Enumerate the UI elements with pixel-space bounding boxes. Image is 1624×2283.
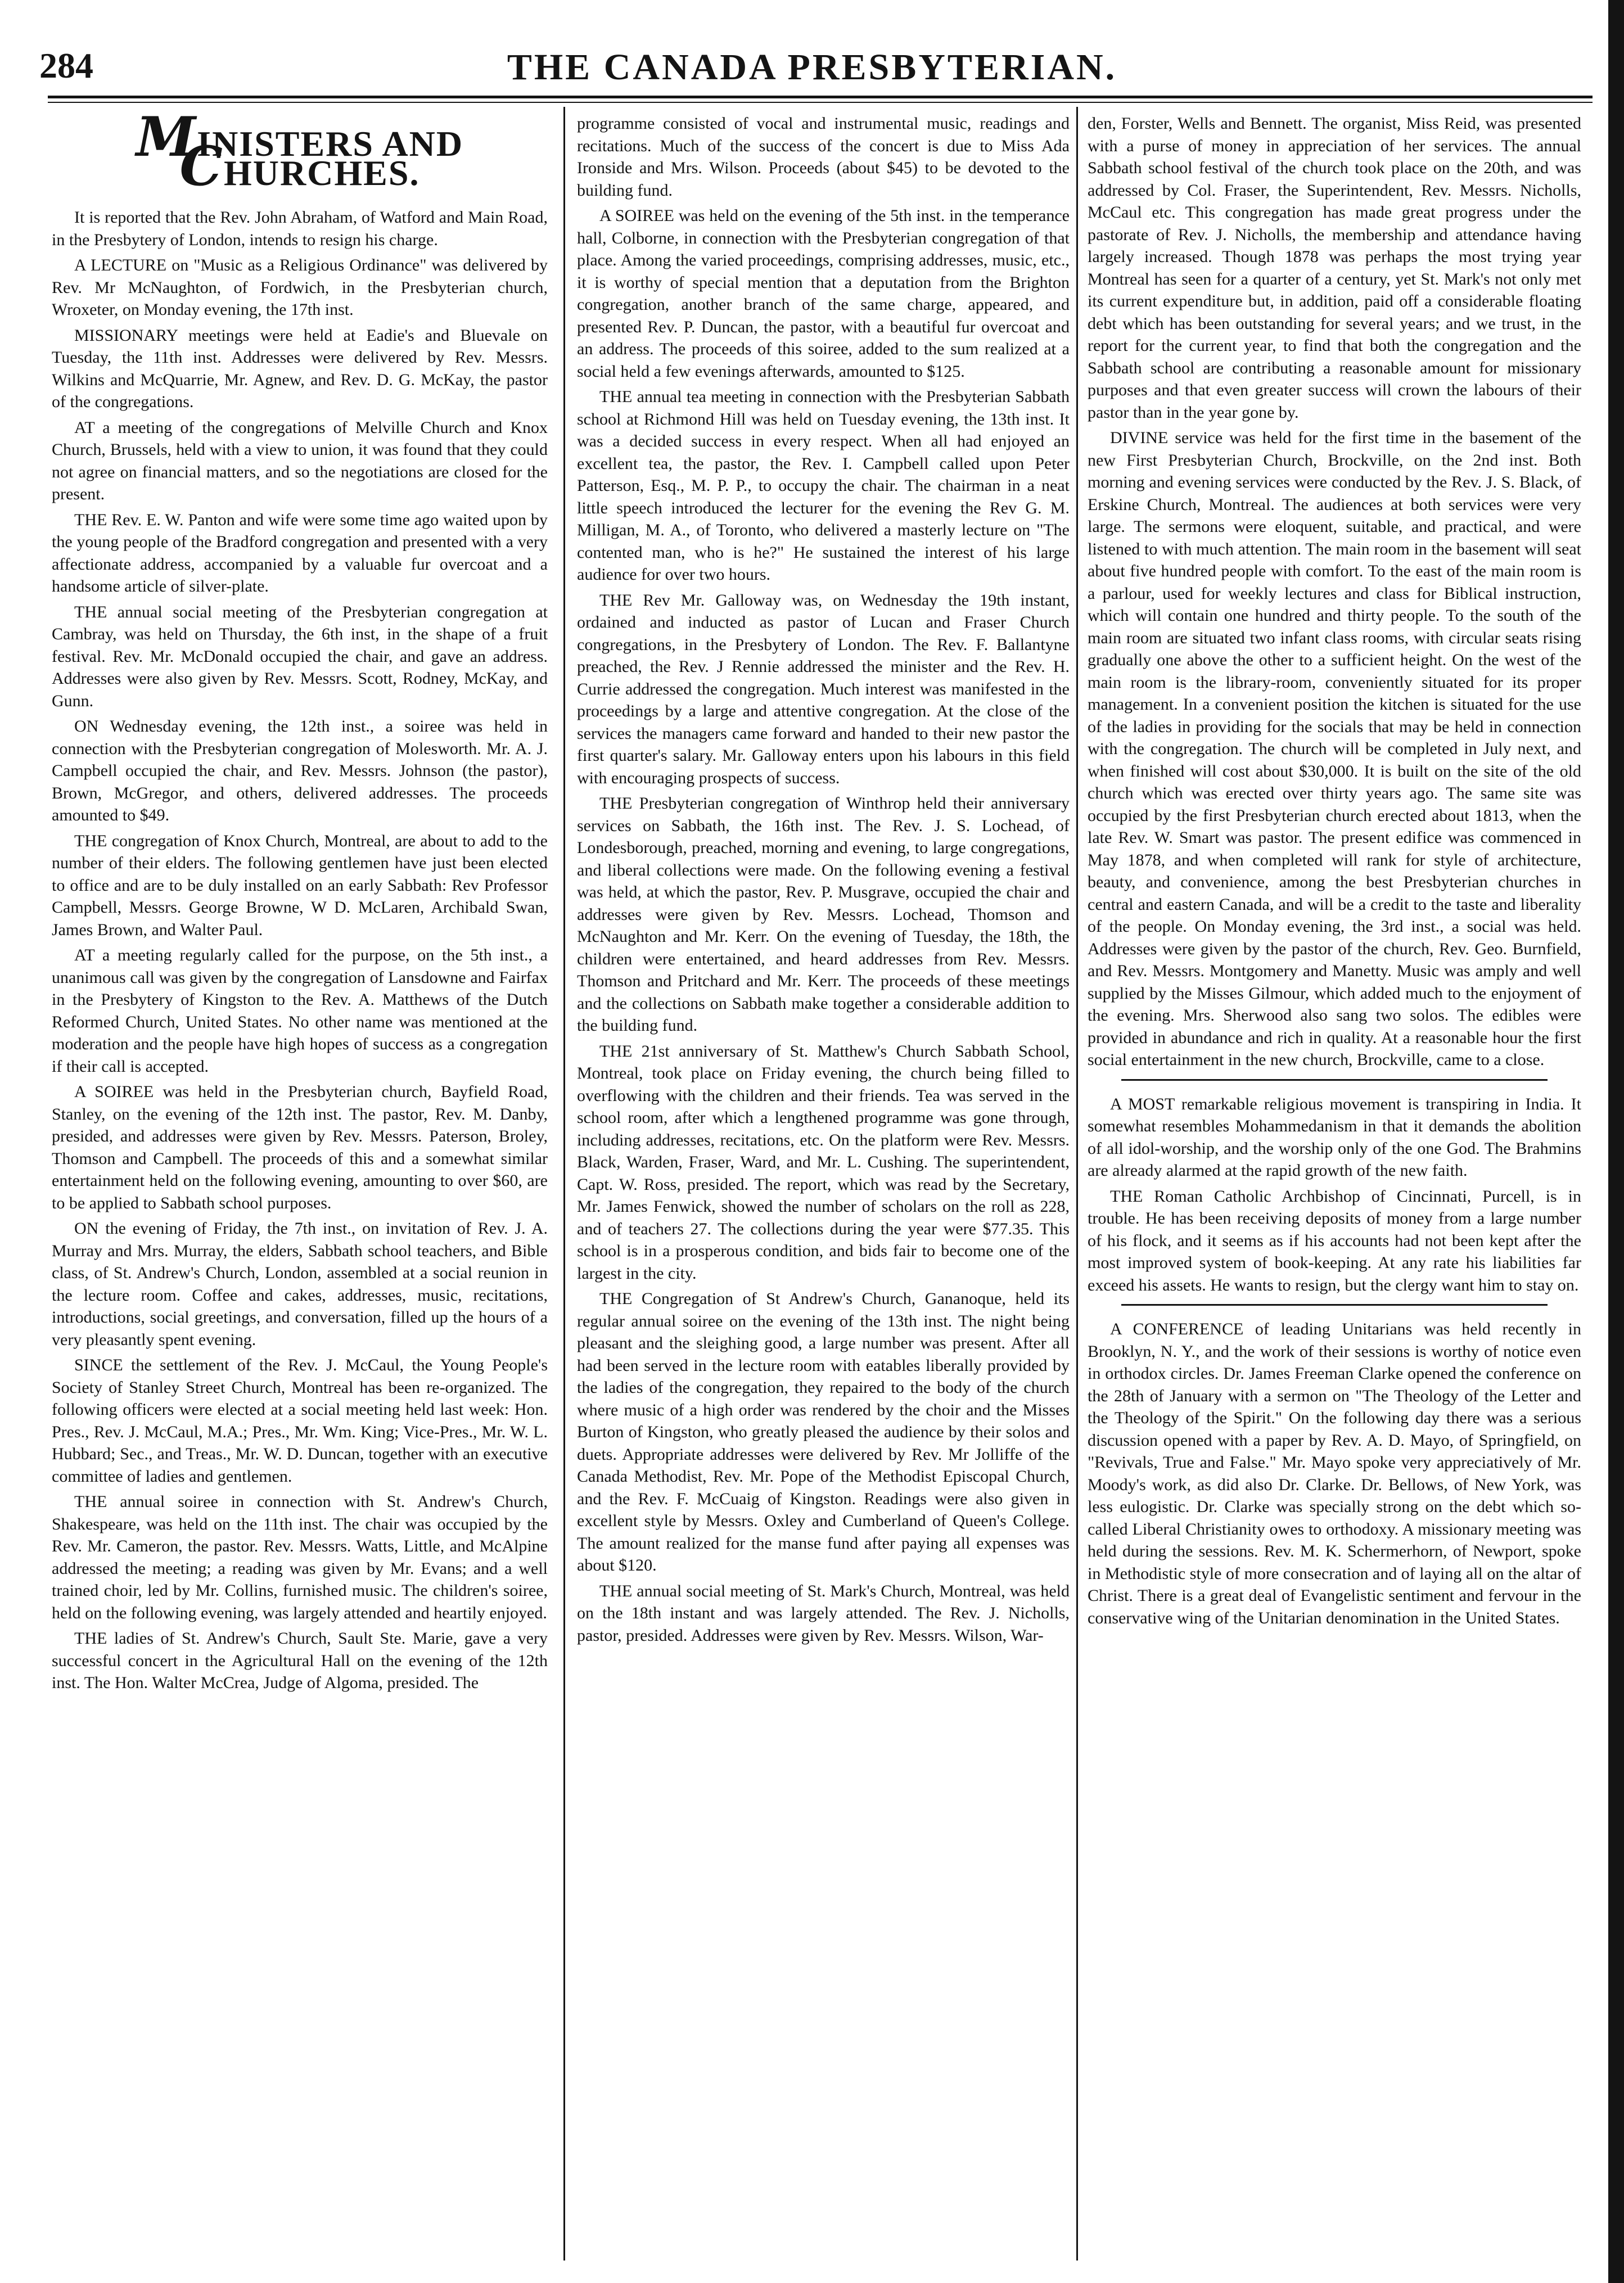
- title-initial-c: C: [179, 134, 224, 198]
- news-item: THE congregation of Knox Church, Montreal, are about to add to the number of their elders. The following gentlemen have just been elected to office and are to be duly installed on an early Sabbath: Rev Professor Campbell, Messrs. George Browne, W D. McLaren, Archibald Swan, James Brown, and Walter Paul.: [52, 831, 548, 939]
- header-rule-thin: [48, 102, 1593, 103]
- title-part: INISTERS AND: [197, 124, 464, 164]
- news-item: THE annual soiree in connection with St. Andrew's Church, Shakespeare, was held on the 11th inst. The chair was occupied by the Rev. Mr. Cameron, the pastor. Rev. Messrs. Watts, Little, and McAlpine addressed the meeting; a reading was given by Mr. Evans; and a well trained choir, led by Mr. Collins, furnished music. The children's soiree, held on the following evening, was largely attended and heartily enjoyed.: [52, 1492, 548, 1622]
- news-item: den, Forster, Wells and Bennett. The organist, Miss Reid, was presented with a purse of money in appreciation of her services. The annual Sabbath school festival of the church took place on the 20th, and was addressed by Col. Fraser, the Superintendent, Rev. Messrs. Nicholls, McCaul etc. This congregation has made great progress under the pastorate of Rev. J. Nicholls, the membership and attendance having largely increased. Though 1878 was perhaps the most trying year Montreal has seen for a quarter of a century, yet St. Mark's not only met its current expenditure but, in addition, paid off a considerable floating debt which has been outstanding for several years; and we trust, in the report for the current year, to find that both the congregation and the Sabbath school are contributing a reasonable amount for missionary purposes and that even greater success will crown the labours of their pastor than in the year gone by.: [1088, 114, 1581, 422]
- news-item: ON Wednesday evening, the 12th inst., a soiree was held in connection with the Presbyterian congregation of Molesworth. Mr. A. J. Campbell occupied the chair, and Rev. Messrs. Johnson (the pastor), Brown, McGregor, and others, delivered addresses. The proceeds amounted to $49.: [52, 717, 548, 824]
- column-2: [577, 112, 1070, 2272]
- news-item: ON the evening of Friday, the 7th inst., on invitation of Rev. J. A. Murray and Mrs. Murray, the elders, Sabbath school teachers, and Bible class, of St. Andrew's Church, London, assembled at a social reunion in the lecture room. Coffee and cakes, addresses, music, recitations, introductions, social greetings, and conversation, filled up the hours of a very pleasantly spent evening.: [52, 1219, 548, 1349]
- news-item: AT a meeting of the congregations of Melville Church and Knox Church, Brussels, held with a view to union, it was found that they could not agree on financial matters, and so the negotiations are closed for the present.: [52, 418, 548, 503]
- news-item: A LECTURE on "Music as a Religious Ordinance" was delivered by Rev. Mr McNaughton, of Fordwich, in the Presbyterian church, Wroxeter, on Monday evening, the 17th inst.: [52, 256, 548, 319]
- news-item: programme consisted of vocal and instrumental music, readings and recitations. Much of the success of the concert is due to Miss Ada Ironside and Mrs. Wilson. Proceeds (about $45) to be devoted to the building fund.: [577, 114, 1070, 200]
- title-part: HURCHES.: [223, 152, 420, 193]
- news-item: A SOIREE was held in the Presbyterian church, Bayfield Road, Stanley, on the evening of the 12th inst. The pastor, Rev. M. Danby, presided, and addresses were given by Rev. Messrs. Paterson, Broley, Thomson and Campbell. The proceeds of this and a somewhat similar entertainment held on the following evening, amounting to over $60, are to be applied to Sabbath school purposes.: [52, 1082, 548, 1212]
- news-item: THE Presbyterian congregation of Winthrop held their anniversary services on Sabbath, the 16th inst. The Rev. J. S. Lochead, of Londesborough, preached, morning and evening, to large congregations, and liberal collections were made. On the following evening a festival was held, at which the pastor, Rev. P. Musgrave, occupied the chair and addresses were given by Rev. Messrs. Lochead, Thomson and McNaughton and Mr. Kerr. On the evening of Tuesday, the 18th, the children were entertained, and heard addresses from Rev. Messrs. Thomson and Pritchard and Mr. Kerr. The proceeds of these meetings and the collections on Sabbath make together a considerable addition to the building fund.: [577, 794, 1070, 1035]
- news-item: THE annual social meeting of St. Mark's Church, Montreal, was held on the 18th instant and was largely attended. The Rev. J. Nicholls, pastor, presided. Addresses were given by Rev. Messrs. Wilson, War-: [577, 1581, 1070, 1645]
- news-item: DIVINE service was held for the first time in the basement of the new First Presbyterian Church, Brockville, on the 2nd inst. Both morning and evening services were conducted by the Rev. J. S. Black, of Erskine Church, Montreal. The audiences at both services were very large. The sermons were eloquent, suitable, and practical, and were listened to with much attention. The main room in the basement will seat about five hundred people with comfort. To the east of the main room is a parlour, used for weekly lectures and class for Biblical instruction, which will contain one hundred and thirty people. To the south of the main room are situated two infant class rooms, with circular seats rising gradually one above the other to a sufficient height. On the west of the main room is the library-room, conveniently situated for its proper management. In a convenient position the kitchen is situated for the use of the ladies in providing for the socials that may be held in connection with the congregation. The church will be completed in July next, and when finished will cost about $30,000. It is built on the site of the old church which was erected over thirty years ago. The same site was occupied by the first Presbyterian church erected about 1813, when the late Rev. W. Smart was pastor. The present edifice was commenced in May 1878, and when completed will rank for style of architecture, beauty, and convenience, among the best Presbyterian churches in central and eastern Canada, and will be a credit to the taste and liberality of the people. On Monday evening, the 3rd inst., a social was held. Addresses were given by the pastor of the church, Rev. Geo. Burnfield, and Rev. Messrs. Montgomery and Manetty. Music was amply and well supplied by the Misses Gilmour, which added much to the enjoyment of the evening. Mrs. Sherwood also sang two solos. The edibles were provided in abundance and rich in quality. At a reasonable hour the first social entertainment in the new church, Brockville, came to a close.: [1088, 428, 1581, 1069]
- running-head-title: THE CANADA PRESBYTERIAN.: [507, 47, 1117, 88]
- news-item: A MOST remarkable religious movement is transpiring in India. It somewhat resembles Mohammedanism in that it demands the abolition of all idol-worship, and the worship only of the one God. The Brahmins are already alarmed at the rapid growth of the new faith.: [1088, 1094, 1581, 1180]
- title-initial-m: M: [136, 112, 197, 169]
- header-rule: [48, 96, 1593, 98]
- column-rule: [563, 107, 565, 2261]
- news-item: THE Rev Mr. Galloway was, on Wednesday the 19th instant, ordained and inducted as pastor of Lucan and Fraser Church congregations, in the Presbytery of London. The Rev. F. Ballantyne preached, the Rev. J Rennie addressed the minister and the Rev. H. Currie addressed the congregation. Much interest was manifested in the proceedings by a large and attentive congregation. At the close of the services the managers came forward and handed to their new pastor the first quarter's salary. Mr. Galloway enters upon his labours in this field with encouraging prospects of success.: [577, 590, 1070, 787]
- news-item: THE Rev. E. W. Panton and wife were some time ago waited upon by the young people of the Bradford congregation and presented with a very affectionate address, accompanied by a valuable fur overcoat and a handsome article of silver-plate.: [52, 510, 548, 595]
- column-rule: [1076, 107, 1078, 2261]
- news-item: A SOIREE was held on the evening of the 5th inst. in the temperance hall, Colborne, in connection with the Presbyterian congregation of that place. Among the varied proceedings, comprising addresses, music, etc., it is worthy of special mention that a deputation from the Brighton congregation, another branch of the same charge, appeared, and presented Rev. P. Duncan, the pastor, with a beautiful fur overcoat and an address. The proceeds of this soiree, added to the sum realized at a social held a few evenings afterwards, amounted to $125.: [577, 206, 1070, 381]
- news-item: It is reported that the Rev. John Abraham, of Watford and Main Road, in the Presbytery of London, intends to resign his charge.: [52, 208, 548, 249]
- news-item: SINCE the settlement of the Rev. J. McCaul, the Young People's Society of Stanley Street Church, Montreal has been re-organized. The following officers were elected at a social meeting held last week: Hon. Pres., Rev. J. McCaul, M.A.; Pres., Mr. Wm. King; Vice-Pres., Mr. W. L. Hubbard; Sec., and Treas., Mr. W. D. Duncan, together with an executive committee of ladies and gentlemen.: [52, 1356, 548, 1486]
- item-separator-rule: [1121, 1304, 1548, 1306]
- news-item: THE annual social meeting of the Presbyterian congregation at Cambray, was held on Thursday, the 6th inst, in the shape of a fruit festival. Rev. Mr. McDonald occupied the chair, and gave an address. Addresses were also given by Rev. Messrs. Scott, Rodney, McKay, and Gunn.: [52, 602, 548, 710]
- news-item: MISSIONARY meetings were held at Eadie's and Bluevale on Tuesday, the 11th inst. Addresses were delivered by Rev. Messrs. Wilkins and McQuarrie, Mr. Agnew, and Rev. D. G. McKay, the pastor of the congregations.: [52, 326, 548, 411]
- news-item: AT a meeting regularly called for the purpose, on the 5th inst., a unanimous call was given by the congregation of Lansdowne and Fairfax in the Presbytery of Kingston to the Rev. A. Matthews of the Dutch Reformed Church, United States. No other name was mentioned at the moderation and the people have high hopes of success as a congregation if their call is accepted.: [52, 946, 548, 1076]
- news-item: THE 21st anniversary of St. Matthew's Church Sabbath School, Montreal, took place on Friday evening, the church being filled to overflowing with the children and their friends. Tea was served in the school room, after which a lengthened programme was gone through, including addresses, recitations, etc. On the platform were Rev. Messrs. Black, Warden, Fraser, Ward, and Mr. L. Cushing. The superintendent, Capt. W. Ross, presided. The report, which was read by the Secretary, Mr. James Fenwick, showed the number of scholars on the roll as 228, and of teachers 27. The collections during the year were $77.35. This school is in a prosperous condition, and bids fair to become one of the largest in the city.: [577, 1041, 1070, 1283]
- news-item: THE ladies of St. Andrew's Church, Sault Ste. Marie, gave a very successful concert in the Agricultural Hall on the evening of the 12th inst. The Hon. Walter McCrea, Judge of Algoma, presided. The: [52, 1629, 548, 1692]
- page-edge-bar: [1608, 0, 1624, 2283]
- news-item: A CONFERENCE of leading Unitarians was held recently in Brooklyn, N. Y., and the work of their sessions is worthy of notice even in orthodox circles. Dr. James Freeman Clarke opened the conference on the 28th of January with a sermon on "The Theology of the Letter and the Theology of the Spirit." On the following day there was a serious discussion opened with a paper by Rev. A. D. Mayo, of Springfield, on "Revivals, True and False." Mr. Mayo spoke very appreciatively of Mr. Moody's work, as did also Dr. Clarke. Dr. Bellows, of New York, was less eulogistic. Dr. Clarke was specially strong on the debt which so-called Liberal Christianity owes to orthodoxy. A missionary meeting was held during the sessions. Rev. M. K. Schermerhorn, of Newport, spoke in Methodistic style of more consecration and of laying all on the altar of Christ. There is a great deal of Evangelistic sentiment and fervour in the conservative wing of the Unitarian denomination in the United States.: [1088, 1320, 1581, 1627]
- news-item: THE Roman Catholic Archbishop of Cincinnati, Purcell, is in trouble. He has been receiving deposits of money from a large number of his flock, and it seems as if his accounts had not been kept after the most improved system of book-keeping. At any rate his liabilities far exceed his assets. He wants to resign, but the clergy want him to stay on.: [1088, 1186, 1581, 1294]
- section-title: [52, 112, 548, 198]
- item-separator-rule: [1121, 1079, 1548, 1081]
- column-1: [52, 112, 548, 2272]
- news-item: THE annual tea meeting in connection with the Presbyterian Sabbath school at Richmond Hill was held on Tuesday evening, the 13th inst. It was a decided success in every respect. When all had enjoyed an excellent tea, the pastor, the Rev. I. Campbell called upon Peter Patterson, Esq., M. P. P., to occupy the chair. The chairman in a neat little speech introduced the lecturer for the evening the Rev G. M. Milligan, M. A., of Toronto, who delivered a masterly lecture on "The contented man, who is he?" He sustained the interest of his large audience for over two hours.: [577, 387, 1070, 584]
- news-item: THE Congregation of St Andrew's Church, Gananoque, held its regular annual soiree on the evening of the 13th inst. The night being pleasant and the sleighing good, a large number was present. After all had been served in the lecture room with eatables liberally provided by the ladies of the congregation, they repaired to the body of the church where music of a high order was rendered by the choir and the Misses Burton of Kingston, who greatly pleased the audience by their solos and duets. Appropriate addresses were delivered by Rev. Mr Jolliffe of the Canada Methodist, Rev. Mr. Pope of the Methodist Episcopal Church, and the Rev. F. McCuaig of Kingston. Readings were also given in excellent style by Messrs. Oxley and Cumberland of Queen's College. The amount realized for the manse fund after paying all expenses was about $120.: [577, 1289, 1070, 1574]
- column-3: [1088, 112, 1581, 2272]
- page-number: 284: [39, 46, 93, 85]
